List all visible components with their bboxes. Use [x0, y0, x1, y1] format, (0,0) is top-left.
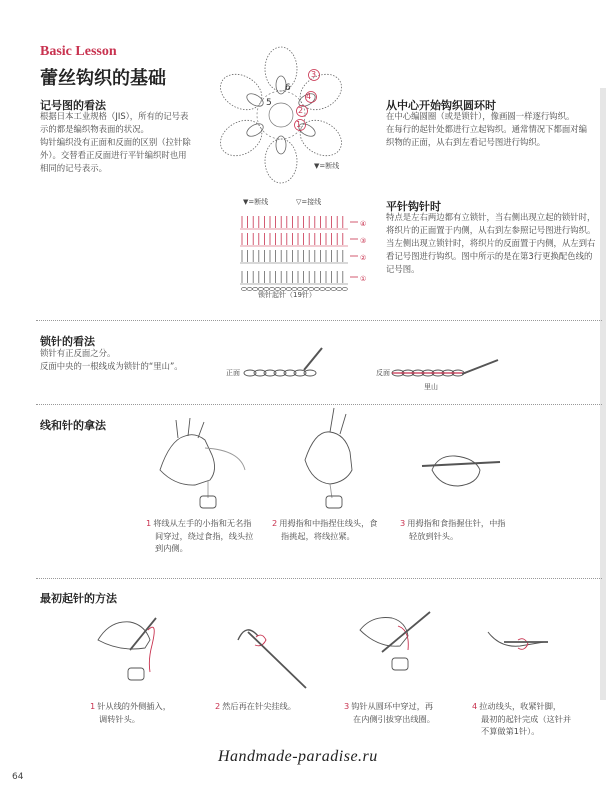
hand-illustration-2	[305, 408, 352, 508]
motif-legend: ▼=断线	[314, 162, 340, 170]
chain-front-label: 正面	[226, 369, 240, 377]
chain-back-mid-label: 里山	[424, 383, 438, 391]
chain-back-label: 反面	[376, 369, 390, 377]
motif-inner-petal	[245, 121, 266, 139]
start-illustration-3	[360, 612, 430, 670]
motif-label-2: 2	[298, 106, 304, 115]
text-line: 在中心编圆圈（或是锁针），像画圆一样逐行钩织。	[386, 111, 575, 121]
chain-link	[284, 370, 296, 376]
chain-link	[412, 370, 424, 376]
text-line: 钩针编织没有正面和反面的区别（拉针除	[40, 137, 191, 147]
step-number: 3	[344, 701, 350, 711]
chain-link	[402, 370, 414, 376]
chain-link	[432, 370, 444, 376]
step-line: 到内侧。	[155, 543, 188, 553]
start-step-1	[90, 700, 171, 725]
step-number: 1	[146, 518, 152, 528]
chain-stitch	[241, 287, 246, 290]
start-illustration-2	[238, 630, 306, 688]
motif-petal	[265, 139, 297, 183]
symbol-text	[40, 110, 191, 175]
page-edge-bar	[600, 88, 606, 700]
chain-stitch	[247, 287, 252, 290]
chain-text	[40, 347, 183, 373]
text-line: 外）。交替看正反面进行平针编织时也用	[40, 150, 187, 160]
round-heading: 从中心开始钩织圆环时	[386, 99, 496, 112]
text-line: 反面中央的一根线成为锁针的“里山”。	[40, 361, 183, 371]
hold-heading: 线和针的拿法	[40, 419, 106, 432]
start-step-4	[472, 700, 571, 738]
section-divider	[36, 578, 602, 579]
watermark: Handmade-paradise.ru	[218, 748, 378, 765]
text-line: 锁针有正反面之分。	[40, 348, 116, 358]
text-line: 将织片的正面置于内侧，从右到左参照记号图进行钩织。	[386, 225, 596, 235]
step-line: 最初的起针完成（这针并	[481, 713, 572, 724]
page-number: 64	[12, 772, 24, 782]
step-line: 不算做第1针）。	[481, 726, 540, 736]
chain-link	[244, 370, 256, 376]
round-text	[386, 110, 587, 149]
section-divider	[36, 320, 602, 321]
text-line: 看记号图进行钩织。图中所示的是在第3行更换配色线的	[386, 251, 593, 261]
text-line: 根据日本工业规格（JIS），所有的记号表	[40, 111, 189, 121]
motif-petal	[294, 113, 348, 163]
row-label-1: ①	[360, 275, 367, 283]
hand-illustration-3	[422, 456, 500, 486]
start-step-2	[215, 700, 296, 713]
step-line: 钩针从圆环中穿过，再	[351, 701, 434, 711]
hold-step-2	[272, 517, 377, 542]
symbol-heading: 记号图的看法	[40, 99, 106, 112]
step-number: 3	[400, 518, 406, 528]
lesson-label: Basic Lesson	[40, 44, 117, 59]
flat-text	[386, 211, 595, 276]
start-illustration-1	[98, 618, 156, 680]
step-number: 1	[90, 701, 96, 711]
flat-rows	[240, 216, 358, 291]
motif-label-3: 3	[311, 70, 317, 79]
chain-link	[304, 370, 316, 376]
chain-link	[452, 370, 464, 376]
chain-stitch	[331, 287, 336, 290]
chain-link	[294, 370, 306, 376]
chain-link	[264, 370, 276, 376]
step-line: 拉动线头，收紧针脚，	[479, 701, 562, 711]
chain-link	[274, 370, 286, 376]
chain-heading: 锁针的看法	[40, 335, 95, 348]
flat-legend-join: ▽=接线	[296, 198, 322, 206]
step-line: 指挑起，将线拉紧。	[281, 530, 355, 541]
flat-heading: 平针钩针时	[386, 200, 441, 213]
chain-stitch	[325, 287, 330, 290]
chain-link	[392, 370, 404, 376]
motif-petal	[214, 113, 268, 163]
motif-label-4: 4	[306, 92, 312, 101]
row-label-2: ②	[360, 254, 367, 262]
hold-step-1	[146, 517, 253, 555]
step-number: 2	[215, 701, 221, 711]
text-line: 特点是左右两边都有立锁针，当右侧出现立起的锁针时，	[386, 212, 596, 222]
start-heading: 最初起针的方法	[40, 592, 117, 605]
chain-link	[422, 370, 434, 376]
start-illustration-4	[488, 632, 548, 649]
text-line: 在每行的起针处都进行立起钩织。通常情况下都面对编	[386, 124, 587, 134]
hold-step-3	[400, 517, 505, 542]
step-line: 间穿过，绕过食指，线头拉	[155, 530, 254, 541]
flat-legend-cut: ▼=断线	[243, 198, 269, 206]
motif-inner-petal	[245, 91, 266, 109]
chain-caption: 锁针起针（19针）	[258, 291, 316, 299]
chain-stitch	[320, 287, 325, 290]
motif-petal	[214, 67, 268, 117]
chain-stitch	[342, 287, 347, 290]
step-line: 用拇指和中指捏住线头，食	[279, 518, 378, 528]
step-number: 2	[272, 518, 278, 528]
step-line: 用拇指和食指握住针，中指	[407, 518, 506, 528]
chain-stitch	[337, 287, 342, 290]
motif-inner-petal	[276, 136, 286, 154]
hook-front	[304, 348, 322, 370]
hook-back	[462, 360, 498, 374]
start-step-3	[344, 700, 435, 725]
motif-center	[257, 91, 305, 139]
text-line: 织物的正面，从右到左看记号图进行钩织。	[386, 137, 546, 147]
motif-label-6: 6	[285, 83, 291, 93]
section-divider	[36, 404, 602, 405]
chain-link	[442, 370, 454, 376]
step-line: 将线从左手的小指和无名指	[153, 518, 252, 528]
motif-label-5: 5	[266, 98, 272, 108]
row-label-4: ④	[360, 220, 367, 228]
chain-back-illustration	[392, 370, 466, 376]
page-title: 蕾丝钩织的基础	[40, 68, 166, 89]
chain-link	[254, 370, 266, 376]
motif-petal	[265, 47, 297, 91]
step-number: 4	[472, 701, 478, 711]
text-line: 示的都是编织物表面的状况。	[40, 124, 149, 134]
text-line: 记号图。	[386, 264, 420, 274]
text-line: 相同的记号表示。	[40, 163, 107, 173]
step-line: 针从线的外侧插入，	[97, 701, 171, 711]
row-label-3: ③	[360, 237, 367, 245]
motif-label-1: 1	[296, 120, 302, 129]
step-line: 轻放到针头。	[409, 530, 459, 541]
hand-illustration-1	[160, 418, 245, 508]
step-line: 在内侧引拔穿出线圈。	[353, 713, 435, 724]
step-line: 然后再在针尖挂线。	[222, 701, 296, 711]
step-line: 调转针头。	[99, 713, 140, 724]
text-line: 当左侧出现立锁针时，将织片的反面置于内侧，从左到右	[386, 238, 596, 248]
chain-front-illustration	[244, 370, 316, 376]
